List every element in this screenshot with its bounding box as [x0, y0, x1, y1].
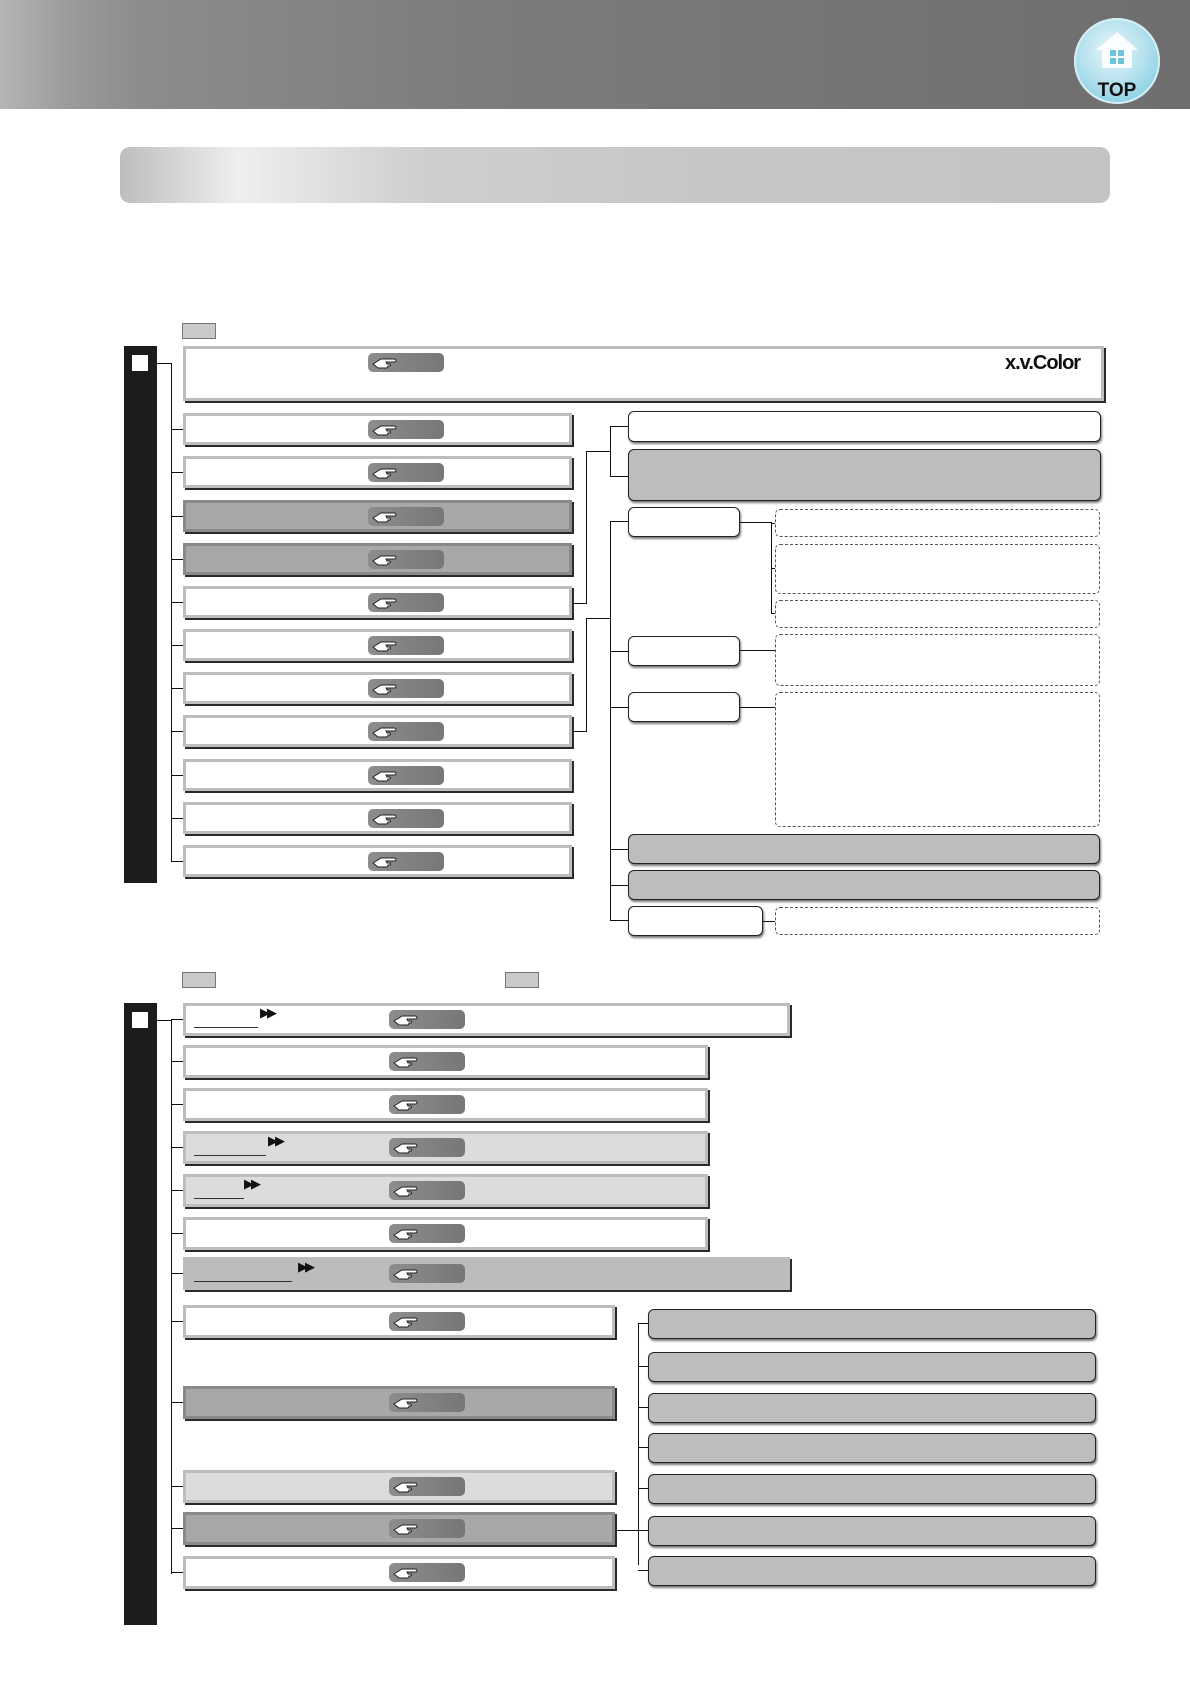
- connector: [586, 618, 610, 619]
- reference-link[interactable]: [368, 353, 444, 372]
- reference-link[interactable]: [389, 1519, 465, 1538]
- connector: [610, 707, 628, 708]
- submenu-option[interactable]: [648, 1516, 1096, 1546]
- reference-link[interactable]: [368, 550, 444, 569]
- pointing-hand-icon: [393, 1314, 419, 1329]
- connector: [171, 516, 183, 517]
- connector: [610, 521, 628, 522]
- double-arrow-icon: ▶▶: [298, 1259, 312, 1274]
- pointing-hand-icon: [393, 1012, 419, 1027]
- submenu-option[interactable]: [648, 1556, 1096, 1586]
- connector: [171, 1061, 183, 1062]
- submenu-option[interactable]: [628, 870, 1100, 900]
- menu-item-box[interactable]: [183, 346, 1104, 401]
- submenu-option[interactable]: [628, 834, 1100, 864]
- connector: [171, 688, 183, 689]
- connector: [171, 602, 183, 603]
- reference-link[interactable]: [368, 679, 444, 698]
- underline: [194, 1027, 258, 1028]
- reference-link[interactable]: [389, 1181, 465, 1200]
- legend-swatch: [182, 323, 216, 339]
- menu-rail: [124, 346, 157, 883]
- connector: [171, 1147, 183, 1148]
- connector: [171, 1528, 183, 1529]
- connector: [763, 921, 775, 922]
- pointing-hand-icon: [393, 1054, 419, 1069]
- pointing-hand-icon: [372, 768, 398, 783]
- connector: [610, 885, 628, 886]
- reference-link[interactable]: [389, 1264, 465, 1283]
- reference-link[interactable]: [368, 852, 444, 871]
- reference-link[interactable]: [368, 593, 444, 612]
- connector: [638, 1407, 648, 1408]
- connector: [638, 1488, 648, 1489]
- legend-swatch: [505, 972, 539, 988]
- connector: [171, 1104, 183, 1105]
- pointing-hand-icon: [393, 1266, 419, 1281]
- connector: [610, 521, 611, 920]
- connector: [610, 651, 628, 652]
- connector: [586, 451, 587, 604]
- connector: [610, 426, 628, 427]
- connector: [616, 1530, 638, 1531]
- option-detail: [775, 907, 1100, 935]
- double-arrow-icon: ▶▶: [244, 1176, 258, 1191]
- connector: [740, 650, 775, 651]
- option-detail: [775, 692, 1100, 827]
- connector: [171, 731, 183, 732]
- pointing-hand-icon: [393, 1565, 419, 1580]
- connector: [171, 1402, 183, 1403]
- menu-marker: [132, 1012, 148, 1028]
- submenu-option[interactable]: [648, 1474, 1096, 1504]
- pointing-hand-icon: [393, 1183, 419, 1198]
- pointing-hand-icon: [372, 552, 398, 567]
- underline: [194, 1155, 266, 1156]
- connector: [171, 1572, 183, 1573]
- pointing-hand-icon: [372, 595, 398, 610]
- submenu-option[interactable]: [648, 1352, 1096, 1382]
- section-title-bar: [120, 147, 1110, 203]
- pointing-hand-icon: [372, 465, 398, 480]
- pointing-hand-icon: [393, 1479, 419, 1494]
- double-arrow-icon: ▶▶: [268, 1133, 282, 1148]
- reference-link[interactable]: [389, 1095, 465, 1114]
- submenu-option[interactable]: [628, 906, 763, 936]
- legend-swatch: [182, 972, 216, 988]
- reference-link[interactable]: [368, 809, 444, 828]
- connector: [638, 1530, 648, 1531]
- reference-link[interactable]: [389, 1312, 465, 1331]
- reference-link[interactable]: [389, 1477, 465, 1496]
- reference-link[interactable]: [368, 463, 444, 482]
- pointing-hand-icon: [393, 1097, 419, 1112]
- connector: [171, 363, 172, 861]
- reference-link[interactable]: [389, 1563, 465, 1582]
- reference-link[interactable]: [389, 1224, 465, 1243]
- connector: [171, 1321, 183, 1322]
- connector: [171, 1273, 183, 1274]
- reference-link[interactable]: [389, 1052, 465, 1071]
- connector: [586, 451, 610, 452]
- option-detail: [775, 600, 1100, 628]
- xvcolor-label: x.v.Color: [1005, 352, 1081, 374]
- connector: [171, 1190, 183, 1191]
- reference-link[interactable]: [368, 636, 444, 655]
- menu-item-box[interactable]: [183, 1257, 790, 1290]
- submenu-option[interactable]: [628, 692, 740, 722]
- pointing-hand-icon: [393, 1140, 419, 1155]
- connector: [638, 1447, 648, 1448]
- pointing-hand-icon: [372, 724, 398, 739]
- connector: [171, 559, 183, 560]
- pointing-hand-icon: [393, 1226, 419, 1241]
- connector: [171, 472, 183, 473]
- reference-link[interactable]: [368, 766, 444, 785]
- pointing-hand-icon: [372, 422, 398, 437]
- submenu-option[interactable]: [648, 1433, 1096, 1463]
- submenu-option[interactable]: [628, 636, 740, 666]
- connector: [610, 920, 628, 921]
- submenu-option[interactable]: [628, 411, 1101, 442]
- underline: [194, 1198, 244, 1199]
- pointing-hand-icon: [393, 1395, 419, 1410]
- connector: [171, 1019, 183, 1020]
- option-detail: [775, 509, 1100, 537]
- connector: [586, 618, 587, 731]
- connector: [610, 476, 628, 477]
- menu-marker: [132, 355, 148, 371]
- pointing-hand-icon: [372, 811, 398, 826]
- pointing-hand-icon: [372, 355, 398, 370]
- pointing-hand-icon: [372, 854, 398, 869]
- connector: [171, 645, 183, 646]
- menu-rail: [124, 1003, 157, 1625]
- pointing-hand-icon: [393, 1521, 419, 1536]
- option-detail: [775, 634, 1100, 686]
- reference-link[interactable]: [389, 1393, 465, 1412]
- top-button[interactable]: [1074, 18, 1160, 104]
- submenu-option[interactable]: [648, 1309, 1096, 1339]
- connector: [740, 522, 771, 523]
- connector: [638, 1323, 639, 1565]
- connector: [638, 1323, 648, 1324]
- connector: [171, 818, 183, 819]
- pointing-hand-icon: [372, 681, 398, 696]
- reference-link[interactable]: [368, 507, 444, 526]
- pointing-hand-icon: [372, 638, 398, 653]
- connector: [610, 426, 611, 477]
- option-detail: [775, 544, 1100, 594]
- connector: [171, 1486, 183, 1487]
- connector: [171, 429, 183, 430]
- connector: [157, 1020, 171, 1021]
- connector: [573, 731, 587, 732]
- connector: [573, 603, 587, 604]
- connector: [638, 1366, 648, 1367]
- connector: [171, 1233, 183, 1234]
- page-header-band: [0, 0, 1190, 109]
- underline: [194, 1281, 292, 1282]
- reference-link[interactable]: [389, 1010, 465, 1029]
- menu-item-box[interactable]: [183, 1003, 790, 1036]
- connector: [638, 1570, 648, 1571]
- home-icon: [1094, 30, 1140, 70]
- reference-link[interactable]: [368, 420, 444, 439]
- reference-link[interactable]: [368, 722, 444, 741]
- connector: [740, 707, 775, 708]
- top-button-label: TOP: [1097, 80, 1137, 101]
- connector: [610, 849, 628, 850]
- double-arrow-icon: ▶▶: [260, 1005, 274, 1020]
- submenu-option[interactable]: [648, 1393, 1096, 1423]
- connector: [171, 861, 183, 862]
- connector: [171, 775, 183, 776]
- connector: [157, 363, 171, 364]
- submenu-option[interactable]: [628, 507, 740, 537]
- reference-link[interactable]: [389, 1138, 465, 1157]
- pointing-hand-icon: [372, 509, 398, 524]
- submenu-option[interactable]: [628, 449, 1101, 501]
